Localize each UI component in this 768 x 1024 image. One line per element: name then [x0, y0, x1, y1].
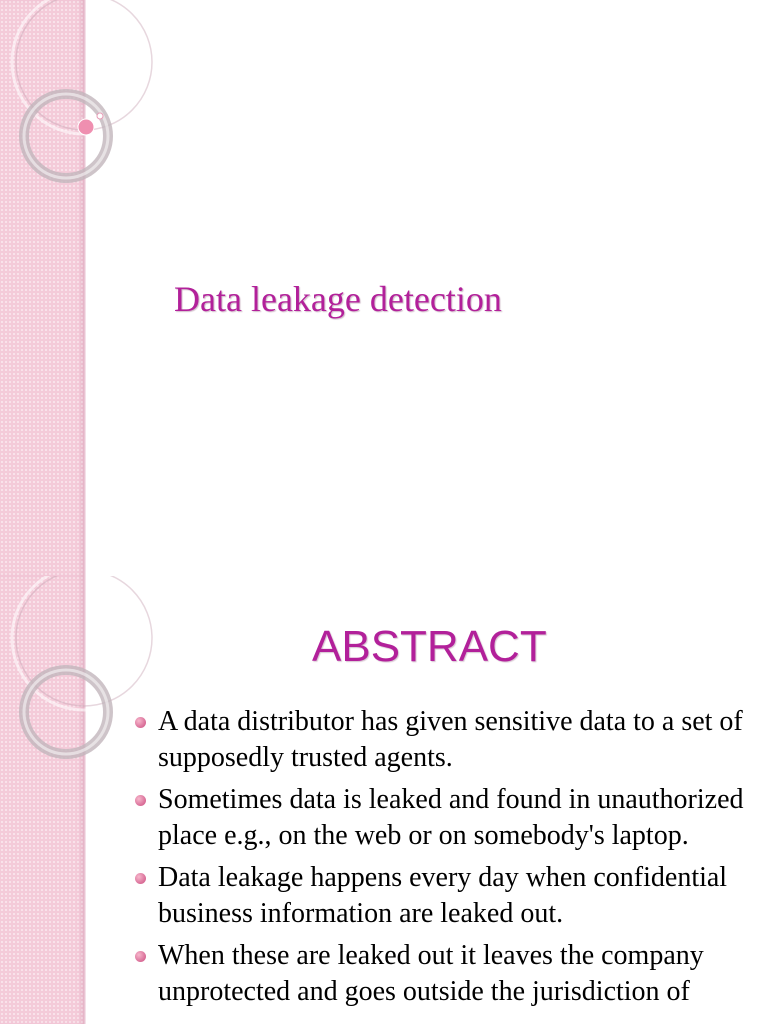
bullet-item [158, 782, 758, 854]
pink-bead-icon [78, 119, 94, 135]
abstract-slide [0, 576, 768, 1024]
bullet-text: When these are leaked out it leaves the company unprotected and goes outside the jurisdiction of [158, 940, 704, 1007]
small-bead-icon [97, 113, 103, 119]
bullet-text: A data distributor has given sensitive data to a set of supposedly trusted agents. [158, 706, 743, 773]
decorative-rings [0, 576, 140, 776]
bullet-text: Sometimes data is leaked and found in unauthorized place e.g., on the web or on somebody's laptop. [158, 784, 744, 851]
bullet-item [158, 938, 758, 1010]
small-ring-highlight [24, 670, 108, 754]
decorative-rings [0, 0, 140, 200]
bullet-item [158, 860, 758, 932]
bullet-dot-icon [135, 717, 146, 728]
slide-heading: ABSTRACT [312, 622, 547, 671]
bullet-dot-icon [135, 951, 146, 962]
bullet-item [158, 704, 758, 776]
slide-title: Data leakage detection [174, 279, 502, 319]
bullet-dot-icon [135, 795, 146, 806]
bullet-dot-icon [135, 873, 146, 884]
bullet-text: Data leakage happens every day when confidential business information are leaked out. [158, 862, 728, 929]
small-ring-highlight [24, 94, 108, 178]
bullet-list [158, 704, 758, 1016]
